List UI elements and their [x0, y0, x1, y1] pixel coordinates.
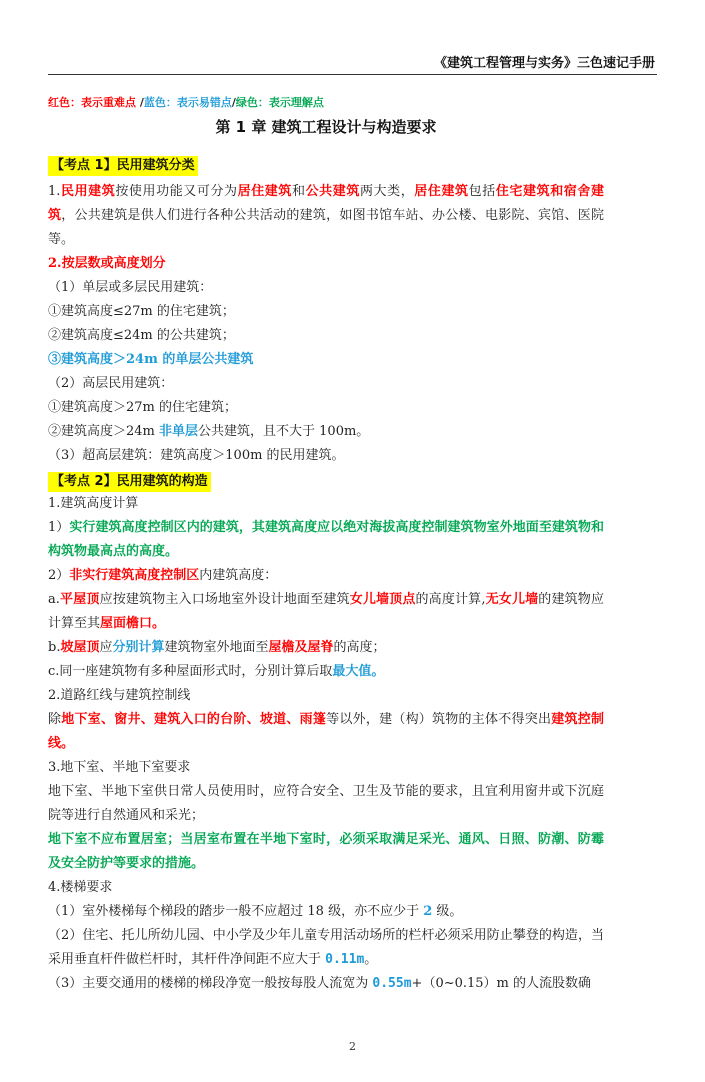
- kp1-line-highlight: ③建筑高度＞24m 的单层公共建筑: [48, 352, 254, 367]
- chapter-title: 第 1 章 建筑工程设计与构造要求: [215, 118, 437, 136]
- kp1-line: （2）高层民用建筑：: [48, 376, 174, 391]
- key-term: 平屋顶: [59, 592, 100, 607]
- key-term: 居住建筑: [237, 184, 292, 199]
- kp2-line: [48, 972, 604, 996]
- page-number: 2: [349, 1040, 356, 1053]
- text: 建筑物室外地面至: [164, 640, 269, 655]
- text: 内建筑高度：: [199, 568, 278, 583]
- kp1-line: ②建筑高度≤24m 的公共建筑；: [48, 328, 235, 343]
- kp2-section: 2.道路红线与建筑控制线: [48, 688, 191, 703]
- text: 1）: [48, 520, 70, 535]
- key-term: 分别计算: [112, 640, 165, 655]
- key-term: 居住建筑: [414, 184, 469, 199]
- key-term: 女儿墙顶点: [349, 592, 416, 607]
- text: 级。: [432, 904, 463, 919]
- text: 两大类，: [359, 184, 415, 199]
- kp2-line: [48, 564, 604, 588]
- key-term: 实行建筑高度控制区内的建筑，其建筑高度应以绝对海拔高度控制建筑物室外地面至建筑物和构筑物最高点的高度。: [48, 520, 604, 559]
- text: 和: [291, 184, 306, 199]
- kp1-paragraph-1: [48, 180, 604, 252]
- legend-blue-label: 蓝色：表示: [143, 96, 199, 109]
- kp2-title: 【考点 2】民用建筑的构造: [48, 472, 211, 492]
- color-legend: [48, 94, 604, 112]
- legend-sep: /: [231, 96, 236, 109]
- key-term: 坡屋顶: [60, 640, 100, 655]
- kp2-line: [48, 636, 604, 660]
- kp2-paragraph: [48, 924, 604, 972]
- key-term: 屋面檐口。: [100, 616, 166, 631]
- kp1-line: ①建筑高度＞27m 的住宅建筑；: [48, 400, 238, 415]
- kp2-heading-row: [48, 468, 604, 492]
- key-term: 屋檐及屋脊: [268, 640, 334, 655]
- text: （1）室外楼梯每个梯段的踏步一般不应超过 18 级，亦不应少于: [48, 904, 424, 919]
- kp1-line: （1）单层或多层民用建筑：: [48, 280, 213, 295]
- kp2-section: 4.楼梯要求: [48, 880, 113, 895]
- kp2-paragraph: [48, 516, 604, 564]
- kp2-line: [48, 660, 604, 684]
- text: c.同一座建筑物有多种屋面形式时，分别计算后取: [48, 664, 333, 679]
- kp1-line: （3）超高层建筑：建筑高度＞100m 的民用建筑。: [48, 448, 345, 463]
- kp2-section: 3.地下室、半地下室要求: [48, 760, 191, 775]
- text: 除: [48, 712, 62, 727]
- key-term: 0.55m: [372, 976, 412, 991]
- text: （2）住宅、托儿所幼儿园、中小学及少年儿童专用活动场所的栏杆必须采用防止攀登的构造，当采用垂直杆件做栏杆时，其杆件净间距不应大于: [48, 928, 604, 967]
- text: b.: [48, 640, 61, 655]
- kp1-line: [48, 420, 604, 444]
- legend-sep: /: [136, 96, 144, 109]
- kp2-section: 1.建筑高度计算: [48, 496, 139, 511]
- text: 的建筑物应计算至其: [48, 592, 604, 631]
- kp2-paragraph: 地下室、半地下室供日常人员使用时，应符合安全、卫生及节能的要求，且宜利用窗井或下沉庭院等进行自然通风和采光；: [48, 784, 604, 823]
- text: 按使用功能又可分为: [115, 184, 238, 199]
- key-term: 无女儿墙: [485, 592, 539, 607]
- kp2-paragraph: [48, 708, 604, 756]
- text: 1.: [48, 184, 61, 199]
- page-header: [48, 50, 657, 75]
- key-term: 2: [423, 904, 433, 919]
- kp1-heading-row: [48, 154, 604, 180]
- kp2-line: [48, 900, 604, 924]
- handbook-title: 《建筑工程管理与实务》三色速记手册: [433, 56, 655, 71]
- text: 包括: [468, 184, 496, 199]
- key-term: 非单层: [159, 424, 199, 439]
- text: +（0~0.15）m 的人流股数确: [411, 976, 592, 991]
- text: 等以外，建（构）筑物的主体不得突出: [326, 712, 552, 727]
- text: a.: [48, 592, 60, 607]
- key-term: 地下室、窗井、建筑入口的台阶、坡道、雨篷: [61, 712, 327, 727]
- text: 的高度计算,: [415, 592, 486, 607]
- text: ，公共建筑是供人们进行各种公共活动的建筑，如图书馆车站、办公楼、电影院、宾馆、医院等。: [48, 208, 604, 247]
- legend-green-value: 理解点: [290, 96, 324, 109]
- text: 应按建筑物主入口场地室外设计地面至建筑: [99, 592, 350, 607]
- text: 。: [364, 952, 378, 967]
- text: 的高度；: [333, 640, 386, 655]
- kp2-paragraph-highlight: 地下室不应布置居室；当居室布置在半地下室时，必须采取满足采光、通风、日照、防潮、防霉及安全防护等要求的措施。: [48, 832, 604, 871]
- key-term: 民用建筑: [60, 184, 116, 199]
- text: 2）: [48, 568, 70, 583]
- kp1-subheading: 2.按层数或高度划分: [48, 256, 166, 271]
- legend-red-value: 重难点: [103, 96, 136, 109]
- kp2-paragraph: [48, 588, 604, 636]
- key-term: 建筑控制线。: [48, 712, 604, 751]
- key-term: 非实行建筑高度控制区: [69, 568, 200, 583]
- legend-green-label: 绿色：表示: [235, 96, 291, 109]
- text: 公共建筑，且不大于 100m。: [198, 424, 370, 439]
- key-term: 公共建筑: [305, 184, 360, 199]
- key-term: 住宅建筑和宿舍建筑: [48, 184, 604, 223]
- key-term: 最大值。: [332, 664, 385, 679]
- text: 应: [99, 640, 113, 655]
- legend-red-label: 红色：表示: [48, 96, 103, 109]
- text: ②建筑高度＞24m: [48, 424, 160, 439]
- kp1-title: 【考点 1】民用建筑分类: [48, 156, 198, 176]
- key-term: 0.11m: [325, 952, 365, 967]
- kp1-line: ①建筑高度≤27m 的住宅建筑；: [48, 304, 235, 319]
- page-content: [48, 94, 604, 996]
- legend-blue-value: 易错点: [198, 96, 232, 109]
- text: （3）主要交通用的楼梯的梯段净宽一般按每股人流宽为: [48, 976, 373, 991]
